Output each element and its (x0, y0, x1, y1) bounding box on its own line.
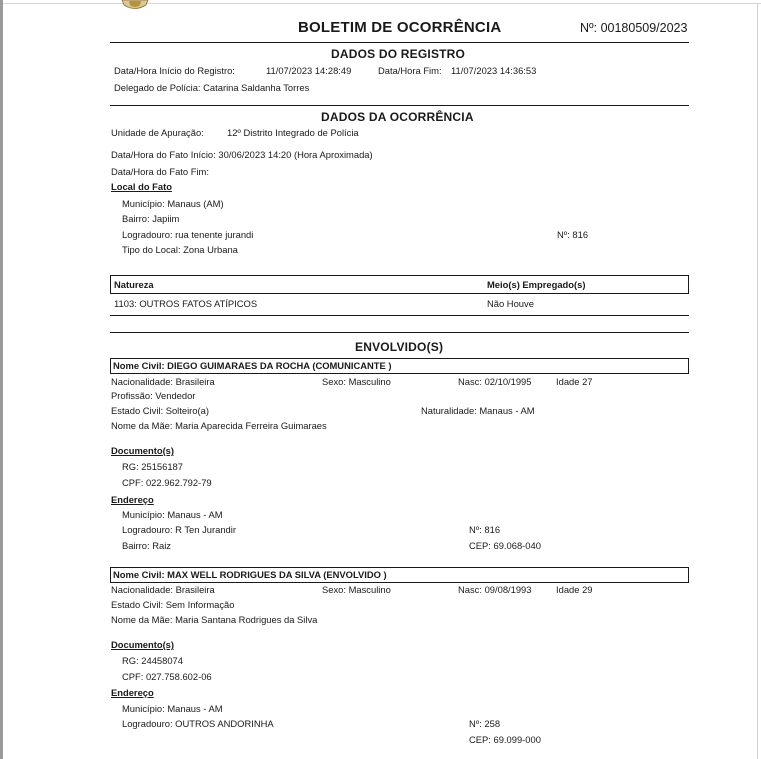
section-title-ocorrencia: DADOS DA OCORRÊNCIA (321, 110, 474, 124)
person-1-profissao: Profissão: Vendedor (111, 390, 196, 401)
registro-delegado-label: Delegado de Polícia: (114, 82, 201, 93)
page-top-edge (3, 3, 761, 4)
person-1-nacionalidade: Nacionalidade: Brasileira (111, 376, 215, 387)
meio-row-value: Não Houve (487, 298, 534, 309)
local-fato-title: Local do Fato (111, 181, 172, 192)
registro-inicio-label: Data/Hora Início do Registro: (114, 65, 235, 76)
person-1-numero: Nº: 816 (469, 524, 501, 535)
section-title-registro: DADOS DO REGISTRO (331, 47, 466, 61)
person-2-nacionalidade: Nacionalidade: Brasileira (111, 584, 215, 595)
document-title: BOLETIM DE OCORRÊNCIA (298, 19, 502, 36)
person-1-cep: CEP: 69.068-040 (469, 540, 541, 551)
page-right-edge (757, 3, 758, 759)
person-2-estado-civil: Estado Civil: Sem Informação (111, 599, 235, 610)
local-bairro-value: Japiim (152, 213, 180, 224)
person-1-sexo: Sexo: Masculino (322, 376, 391, 387)
meio-col-header: Meio(s) Empregado(s) (487, 279, 586, 290)
natureza-row-value: 1103: OUTROS FATOS ATÍPICOS (114, 298, 258, 309)
person-1-nome-civil: Nome Civil: DIEGO GUIMARAES DA ROCHA (COMUNICANTE ) (113, 360, 392, 371)
person-1-endereco-title: Endereço (111, 494, 154, 505)
local-municipio-value: Manaus (AM) (167, 198, 224, 209)
person-1-mae: Nome da Mãe: Maria Aparecida Ferreira Guimaraes (111, 420, 327, 431)
person-2-idade: Idade 29 (556, 584, 593, 595)
local-logradouro (122, 229, 253, 240)
person-2-nasc: Nasc: 09/08/1993 (458, 584, 532, 595)
local-logradouro-value: rua tenente jurandi (175, 229, 254, 240)
local-tipo-label: Tipo do Local: (122, 244, 181, 255)
person-2-rg: RG: 24458074 (122, 655, 183, 666)
natureza-table-bottom-rule (110, 315, 689, 316)
registro-delegado-value: Catarina Saldanha Torres (203, 82, 310, 93)
local-bairro-label: Bairro: (122, 213, 150, 224)
registro-fim-label: Data/Hora Fim: (378, 65, 442, 76)
person-1-municipio: Município: Manaus - AM (122, 509, 223, 520)
person-1-documentos-title: Documento(s) (111, 445, 175, 456)
person-1-cpf: CPF: 022.962.792-79 (122, 477, 212, 488)
registro-fim-value: 11/07/2023 14:36:53 (451, 65, 537, 76)
person-1-bairro: Bairro: Raiz (122, 540, 171, 551)
local-tipo (122, 244, 238, 255)
local-numero-label: Nº: (557, 229, 570, 240)
person-2-nome-civil: Nome Civil: MAX WELL RODRIGUES DA SILVA (ENVOLVIDO ) (113, 569, 387, 580)
section-title-envolvidos: ENVOLVIDO(S) (355, 340, 444, 354)
person-2-numero: Nº: 258 (469, 718, 501, 729)
document-number-value: 00180509/2023 (600, 21, 688, 35)
fato-inicio-value: 30/06/2023 14:20 (Hora Aproximada) (218, 149, 373, 160)
person-1-idade: Idade 27 (556, 376, 593, 387)
natureza-col-header: Natureza (114, 279, 154, 290)
person-2-endereco-title: Endereço (111, 687, 154, 698)
person-1-rg: RG: 25156187 (122, 461, 183, 472)
registro-inicio-value: 11/07/2023 14:28:49 (266, 65, 352, 76)
local-numero (557, 229, 588, 240)
local-municipio (122, 198, 224, 209)
person-2-cep: CEP: 69.099-000 (469, 734, 541, 745)
header-rule (110, 42, 689, 43)
local-bairro (122, 213, 179, 224)
viewer-left-edge (0, 0, 3, 759)
document-number (580, 21, 687, 35)
local-municipio-label: Município: (122, 198, 165, 209)
ocorrencia-fato-inicio (111, 149, 373, 160)
envolvidos-rule (110, 332, 689, 333)
police-crest-icon (120, 0, 150, 12)
person-2-mae: Nome da Mãe: Maria Santana Rodrigues da Silva (111, 614, 318, 625)
person-1-estado-civil: Estado Civil: Solteiro(a) (111, 405, 209, 416)
document-number-label: Nº: (580, 21, 598, 35)
registro-delegado (114, 82, 309, 93)
local-logradouro-label: Logradouro: (122, 229, 173, 240)
ocorrencia-unidade-value: 12º Distrito Integrado de Polícia (227, 127, 359, 138)
person-1-nasc: Nasc: 02/10/1995 (458, 376, 532, 387)
person-2-cpf: CPF: 027.758.602-06 (122, 671, 212, 682)
person-2-municipio: Município: Manaus - AM (122, 703, 223, 714)
natureza-table-header (110, 275, 689, 294)
ocorrencia-fato-fim-label: Data/Hora do Fato Fim: (111, 166, 209, 177)
person-1-naturalidade: Naturalidade: Manaus - AM (421, 405, 535, 416)
fato-inicio-label: Data/Hora do Fato Início: (111, 149, 216, 160)
local-tipo-value: Zona Urbana (183, 244, 238, 255)
person-1-logradouro: Logradouro: R Ten Jurandir (122, 524, 236, 535)
person-2-sexo: Sexo: Masculino (322, 584, 391, 595)
person-2-logradouro: Logradouro: OUTROS ANDORINHA (122, 718, 274, 729)
ocorrencia-unidade-label: Unidade de Apuração: (111, 127, 204, 138)
person-2-documentos-title: Documento(s) (111, 639, 175, 650)
registro-rule (110, 105, 689, 106)
local-numero-value: 816 (572, 229, 589, 240)
